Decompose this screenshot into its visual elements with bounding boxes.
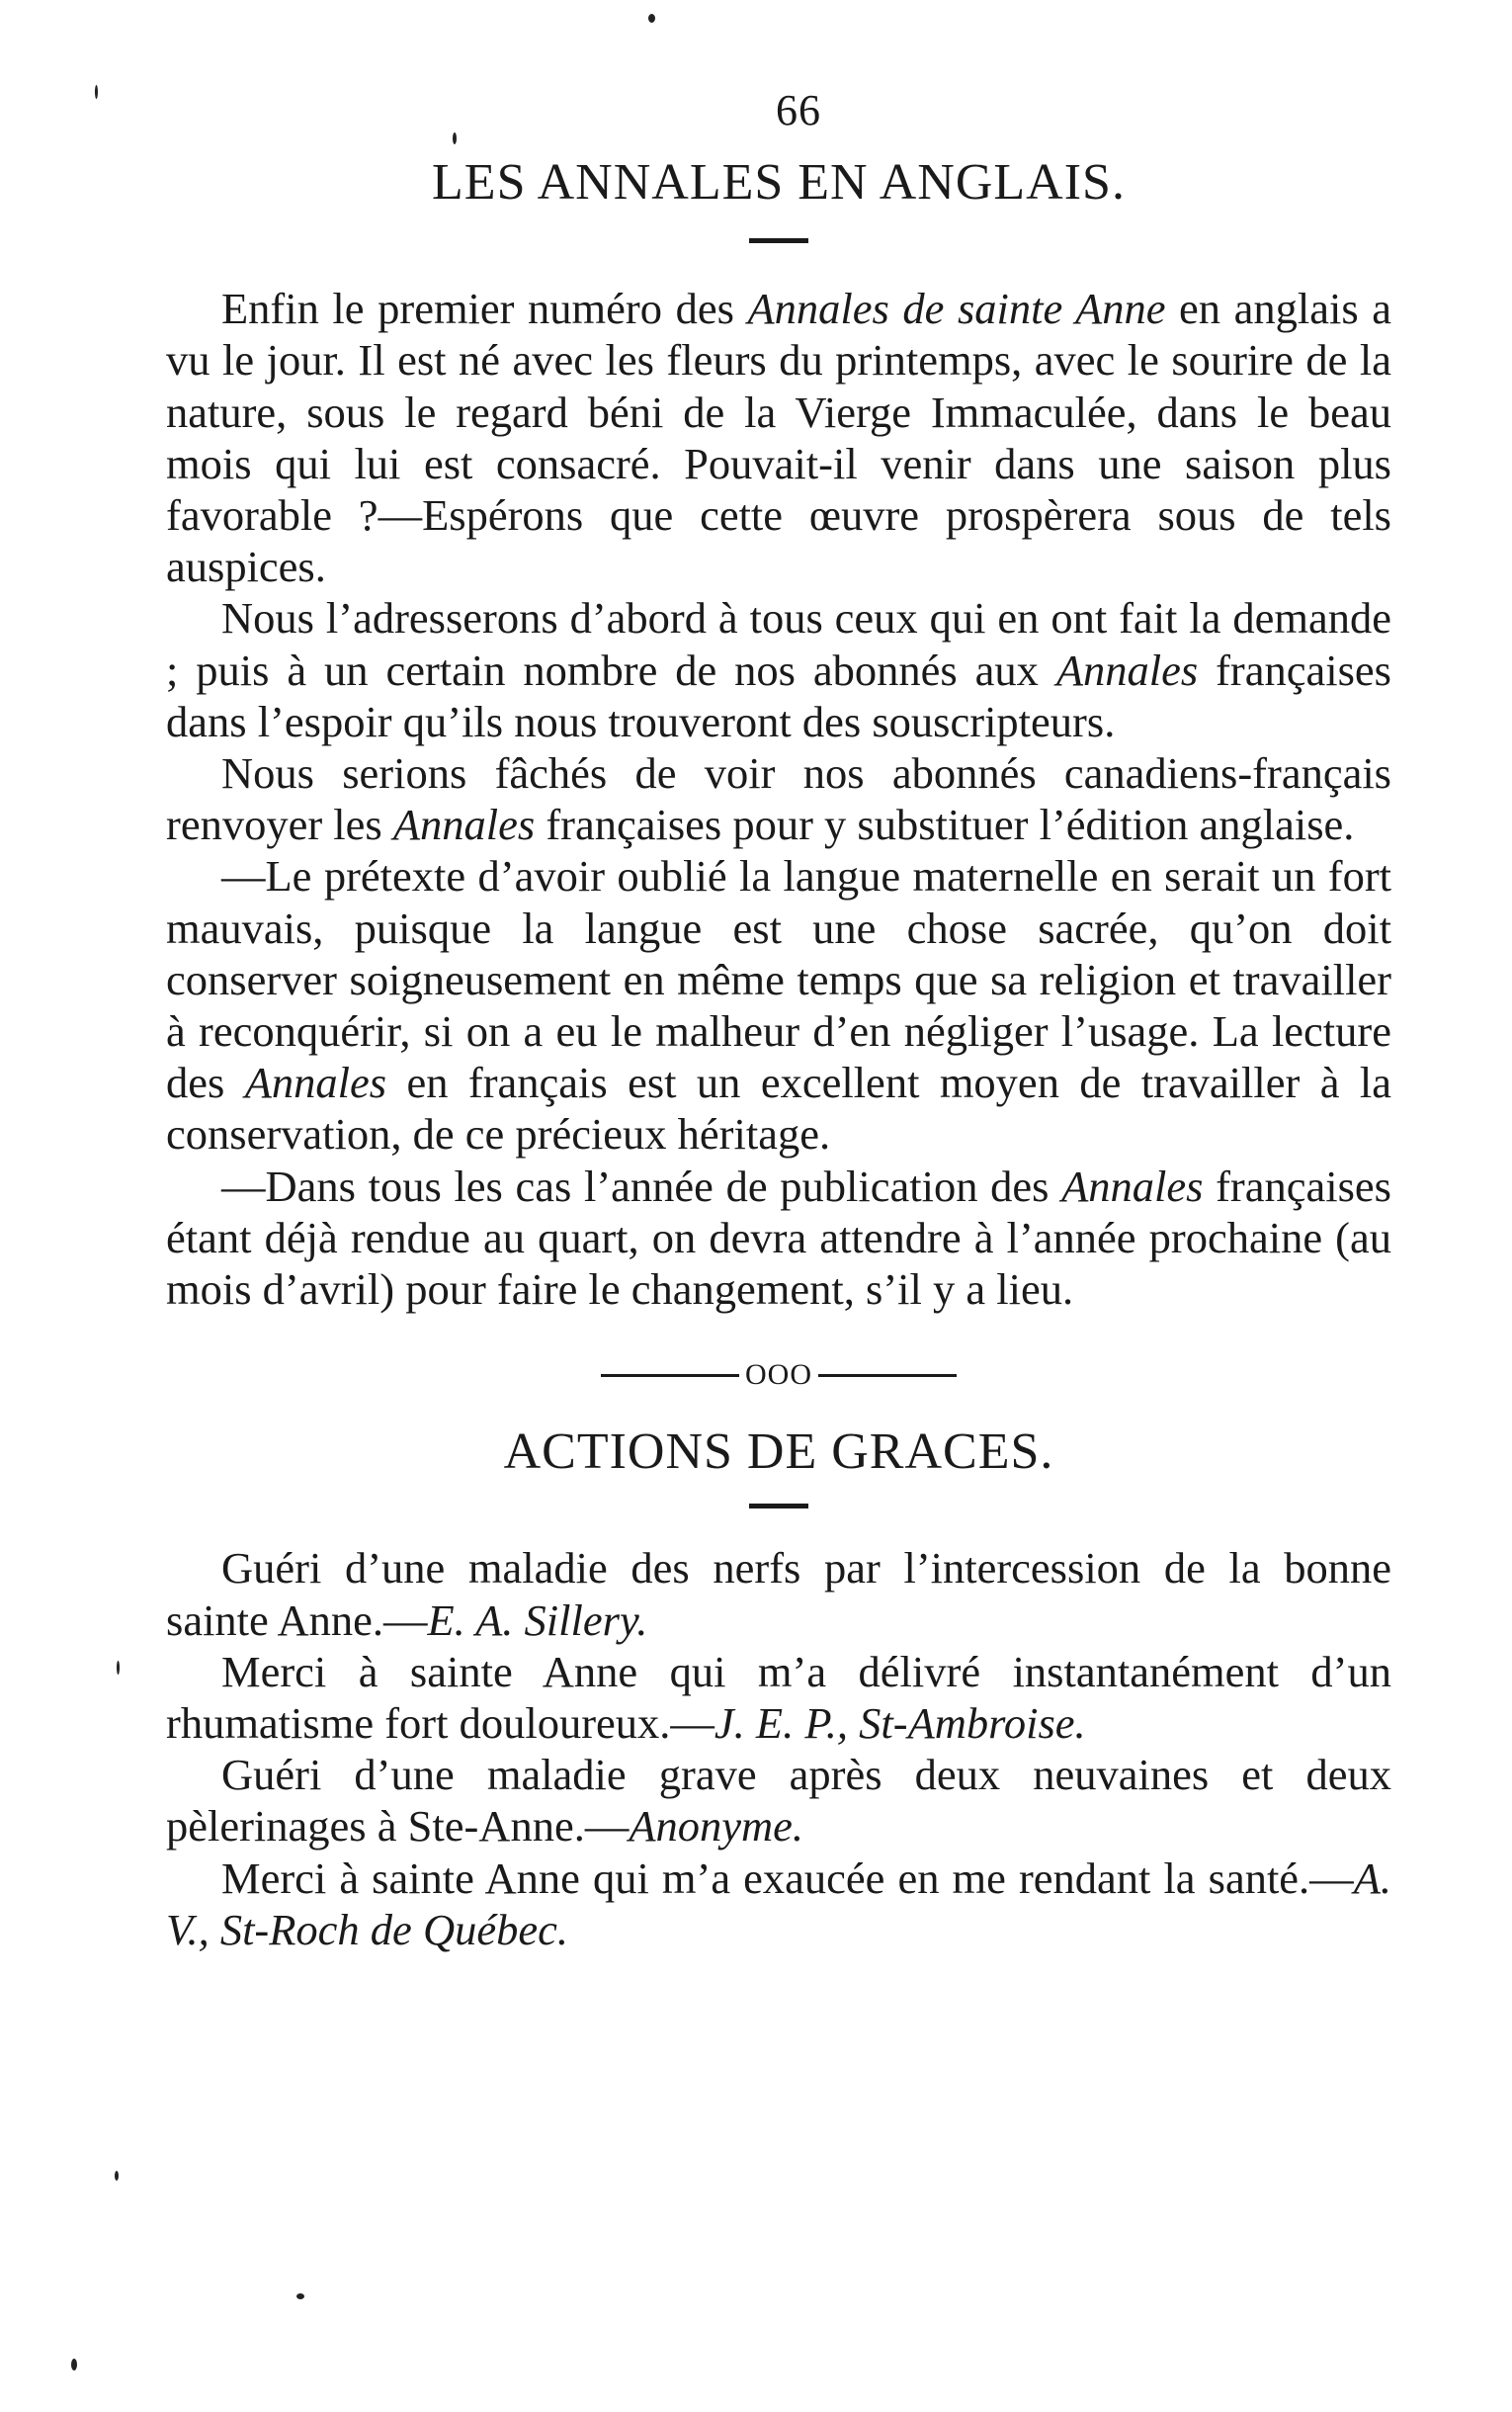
paragraph	[166, 1161, 1391, 1316]
italic-text: Anonyme.	[629, 1801, 804, 1852]
italic-text: Annales	[1055, 645, 1199, 695]
italic-text: A. V., St-Roch de Québec.	[166, 1852, 1391, 1954]
italic-text: J. E. P., St-Ambroise.	[714, 1698, 1086, 1749]
text-run: Enfin le premier numéro des	[221, 284, 748, 334]
paragraph	[166, 1646, 1391, 1749]
scan-speck	[117, 1661, 120, 1675]
title-rule	[749, 1504, 808, 1508]
text-run: françaises dans l’espoir qu’ils nous trouveront des souscripteurs.	[166, 645, 1391, 746]
text-run: Guéri d’une maladie grave après deux neuvaines et deux pèlerinages à Ste-Anne.—	[166, 1750, 1391, 1852]
section-separator	[166, 1358, 1391, 1398]
paragraph	[166, 1852, 1391, 1955]
text-run: en anglais a vu le jour. Il est né avec les fleurs du printemps, avec le sourire de la nature, sous le regard béni de la Vierge Immaculée, dans le beau mois qui lui est consacré. Pouvait-il venir dans une saison plus favorable ?—Espérons que cette œuvre prospèrera sous de tels auspices.	[166, 284, 1391, 592]
scan-speck	[115, 2171, 119, 2181]
section-title: LES ANNALES EN ANGLAIS.	[432, 154, 1126, 211]
scan-speck	[453, 132, 457, 144]
paragraph	[166, 283, 1391, 592]
text-run: Merci à sainte Anne qui m’a exaucée en me rendant la santé.—	[221, 1852, 1354, 1903]
text-run: Nous l’adresserons d’abord à tous ceux qui en ont fait la demande ; puis à un certain nombre de nos abonnés aux	[166, 593, 1391, 695]
title-rule	[749, 238, 808, 243]
text-run: —Dans tous les cas l’année de publication des	[221, 1161, 1062, 1211]
paragraph	[166, 592, 1391, 747]
text-run: Nous serions fâchés de voir nos abonnés canadiens-français renvoyer les	[166, 748, 1391, 850]
scan-speck	[95, 85, 98, 99]
text-run: françaises pour y substituer l’édition anglaise.	[535, 800, 1355, 850]
section-body	[166, 283, 1391, 1315]
scan-speck	[648, 14, 655, 23]
text-run: —Le prétexte d’avoir oublié la langue maternelle en serait un fort mauvais, puisque la langue est une chose sacrée, qu’on doit conserver soigneusement en même temps que sa religion et travailler à reconquérir, si on a eu le malheur d’en négliger l’usage. La lecture des	[166, 851, 1391, 1108]
section-annales-en-anglais	[166, 154, 1391, 1315]
section-body	[166, 1542, 1391, 1955]
paragraph	[166, 1542, 1391, 1645]
separator-line-right	[818, 1374, 957, 1377]
italic-text: Annales	[244, 1058, 387, 1108]
scan-speck	[296, 2293, 304, 2299]
scan-speck	[71, 2359, 77, 2370]
paragraph	[166, 747, 1391, 850]
text-run: Guéri d’une maladie des nerfs par l’intercession de la bonne sainte Anne.—	[166, 1543, 1391, 1645]
text-run: en français est un excellent moyen de travailler à la conservation, de ce précieux héritage.	[166, 1058, 1391, 1160]
italic-text: Annales de sainte Anne	[747, 284, 1166, 334]
paragraph	[166, 1749, 1391, 1852]
page	[166, 86, 1391, 1955]
page-number: 66	[776, 86, 821, 134]
paragraph	[166, 850, 1391, 1160]
italic-text: Annales	[1061, 1161, 1204, 1211]
separator-ornament: OOO	[745, 1358, 812, 1392]
separator-line-left	[601, 1374, 739, 1377]
section-title: ACTIONS DE GRACES.	[503, 1423, 1054, 1481]
text-run: françaises étant déjà rendue au quart, on devra attendre à l’année prochaine (au mois d’avril) pour faire le changement, s’il y a lieu.	[166, 1161, 1391, 1315]
italic-text: Annales	[392, 800, 536, 850]
italic-text: E. A. Sillery.	[427, 1594, 648, 1645]
section-actions-de-graces	[166, 1423, 1391, 1955]
text-run: Merci à sainte Anne qui m’a délivré instantanément d’un rhumatisme fort douloureux.—	[166, 1646, 1391, 1749]
